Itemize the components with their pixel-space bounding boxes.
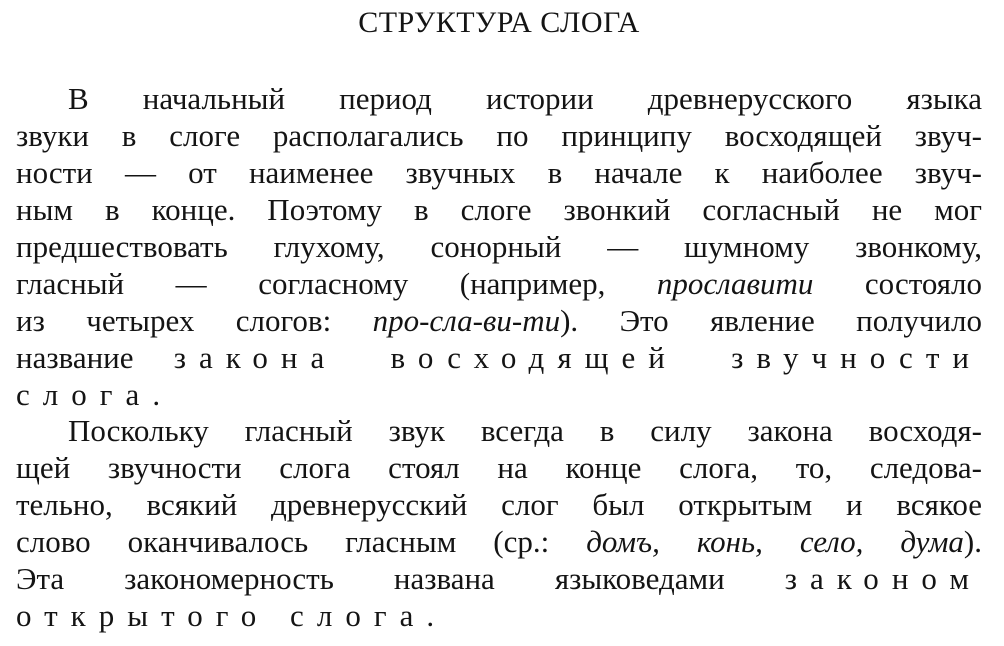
spaced-term: законом (784, 561, 982, 596)
paragraph-1 (16, 80, 982, 413)
text-run: ). (963, 524, 982, 559)
paragraph-2 (16, 412, 982, 634)
text-line: щей звучности слога стоял на конце слога, то, следова- (16, 450, 982, 485)
text-run: гласный — согласному (например, (16, 266, 657, 301)
spaced-term: закона восходящей звучности (173, 340, 982, 375)
text-line (16, 560, 982, 597)
document-page (16, 0, 982, 646)
text-line: Поскольку гласный звук всегда в силу закона восходя- (68, 413, 982, 448)
text-run: ). Это явление получило (560, 303, 982, 338)
text-line (16, 302, 982, 339)
text-run: из четырех слогов: (16, 303, 373, 338)
text-line: ным в конце. Поэтому в слоге звонкий согласный не мог (16, 192, 982, 227)
text-line (16, 597, 982, 634)
section-title: СТРУКТУРА СЛОГА (358, 6, 640, 39)
italic-example-word: прославити (656, 266, 814, 301)
text-line: предшествовать глухому, сонорный — шумному звонкому, (16, 229, 982, 264)
text-line (16, 376, 982, 413)
text-run: состояло (813, 266, 982, 301)
text-line: ности — от наименее звучных в начале к наиболее звуч- (16, 155, 982, 190)
text-line (16, 339, 982, 376)
text-line (16, 523, 982, 560)
text-run: . (152, 377, 161, 412)
text-run: . (426, 598, 435, 633)
text-line (16, 265, 982, 302)
text-run: название (16, 340, 174, 375)
spaced-term: открытого слога (16, 598, 427, 633)
text-line: тельно, всякий древнерусский слог был открытым и всякое (16, 487, 982, 522)
text-run: Эта закономерность названа языковедами (16, 561, 785, 596)
italic-example-words: домъ, конь, село, дума (586, 524, 964, 559)
spaced-term: слога (16, 377, 153, 412)
text-line: звуки в слоге располагались по принципу восходящей звуч- (16, 118, 982, 153)
italic-syllable-division: про-сла-ви-ти (372, 303, 561, 338)
text-line: В начальный период истории древнерусского языка (68, 81, 982, 116)
text-run: слово оканчивалось гласным (ср.: (16, 524, 587, 559)
